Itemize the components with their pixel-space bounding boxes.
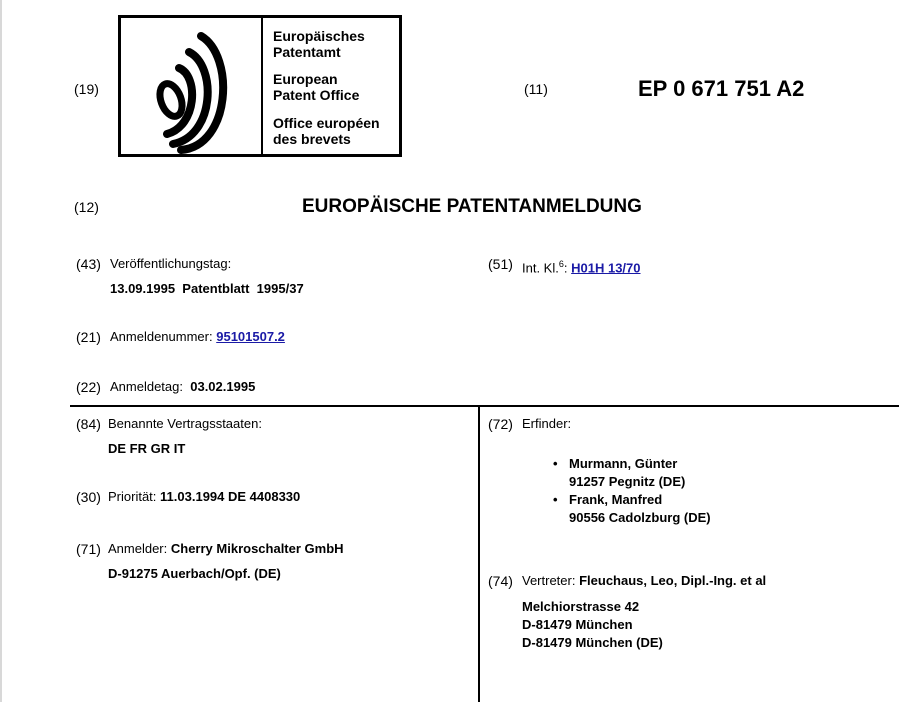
priority-field: Priorität: 11.03.1994 DE 4408330 [108, 489, 301, 504]
logo-text-de: Europäisches Patentamt [273, 28, 365, 60]
representative-address: Melchiorstrasse 42 D-81479 München D-81479 München (DE) [522, 599, 663, 650]
publication-number: EP 0 671 751 A2 [638, 76, 805, 101]
designated-states-label: Benannte Vertragsstaaten: [108, 416, 262, 431]
application-date-value: 03.02.1995 [190, 379, 256, 394]
int-cl-link[interactable]: H01H 13/70 [571, 260, 641, 276]
inventors-label: Erfinder: [522, 416, 572, 431]
int-cl-field: Int. Kl.$^6$: H01H 13/70 [522, 259, 641, 276]
inid-code-43: (43) [76, 256, 101, 272]
application-number-link[interactable]: 95101507.2 [216, 329, 285, 344]
inid-code-19: (19) [74, 81, 99, 97]
applicant-field: Anmelder: Cherry Mikroschalter GmbH [108, 541, 344, 556]
inid-code-71: (71) [76, 541, 101, 557]
applicant-name: Cherry Mikroschalter GmbH [170, 541, 344, 556]
epo-emblem-icon [121, 18, 259, 154]
section-divider-vertical [478, 405, 480, 702]
inventor-item [569, 455, 685, 491]
inventor-name: • Murmann, Günter [569, 456, 678, 471]
designated-states-value: DE FR GR IT [108, 441, 186, 456]
logo-text-fr: Office européen des brevets [273, 115, 380, 147]
inventor-address: 91257 Pegnitz (DE) [569, 474, 686, 489]
section-divider-horizontal [70, 405, 899, 407]
inventor-name: • Frank, Manfred [569, 492, 663, 507]
inventor-item [569, 491, 711, 527]
publication-date-value: 13.09.1995 Patentblatt 1995/37 [110, 281, 304, 296]
document-type-title: EUROPÄISCHE PATENTANMELDUNG [302, 196, 642, 217]
inventor-address: 90556 Cadolzburg (DE) [569, 510, 711, 525]
inid-code-72: (72) [488, 416, 513, 432]
inid-code-74: (74) [488, 573, 513, 589]
inid-code-84: (84) [76, 416, 101, 432]
page-left-edge [0, 0, 2, 702]
publication-date-label: Veröffentlichungstag: [110, 256, 232, 271]
inid-code-12: (12) [74, 199, 99, 215]
representative-field: Vertreter: Fleuchaus, Leo, Dipl.-Ing. et al [522, 573, 767, 588]
application-date-field: Anmeldetag: 03.02.1995 [110, 379, 256, 394]
inid-code-11: (11) [524, 81, 548, 97]
epo-logo [118, 15, 402, 157]
representative-name: Fleuchaus, Leo, Dipl.-Ing. et al [579, 573, 767, 588]
inid-code-22: (22) [76, 379, 101, 395]
logo-text-en: European Patent Office [273, 71, 360, 103]
logo-divider [261, 18, 263, 154]
inid-code-21: (21) [76, 329, 101, 345]
inid-code-51: (51) [488, 256, 513, 272]
priority-value: 11.03.1994 DE 4408330 [160, 489, 301, 504]
application-number-field: Anmeldenummer: 95101507.2 [110, 329, 285, 344]
inid-code-30: (30) [76, 489, 101, 505]
applicant-address: D-91275 Auerbach/Opf. (DE) [108, 566, 281, 581]
